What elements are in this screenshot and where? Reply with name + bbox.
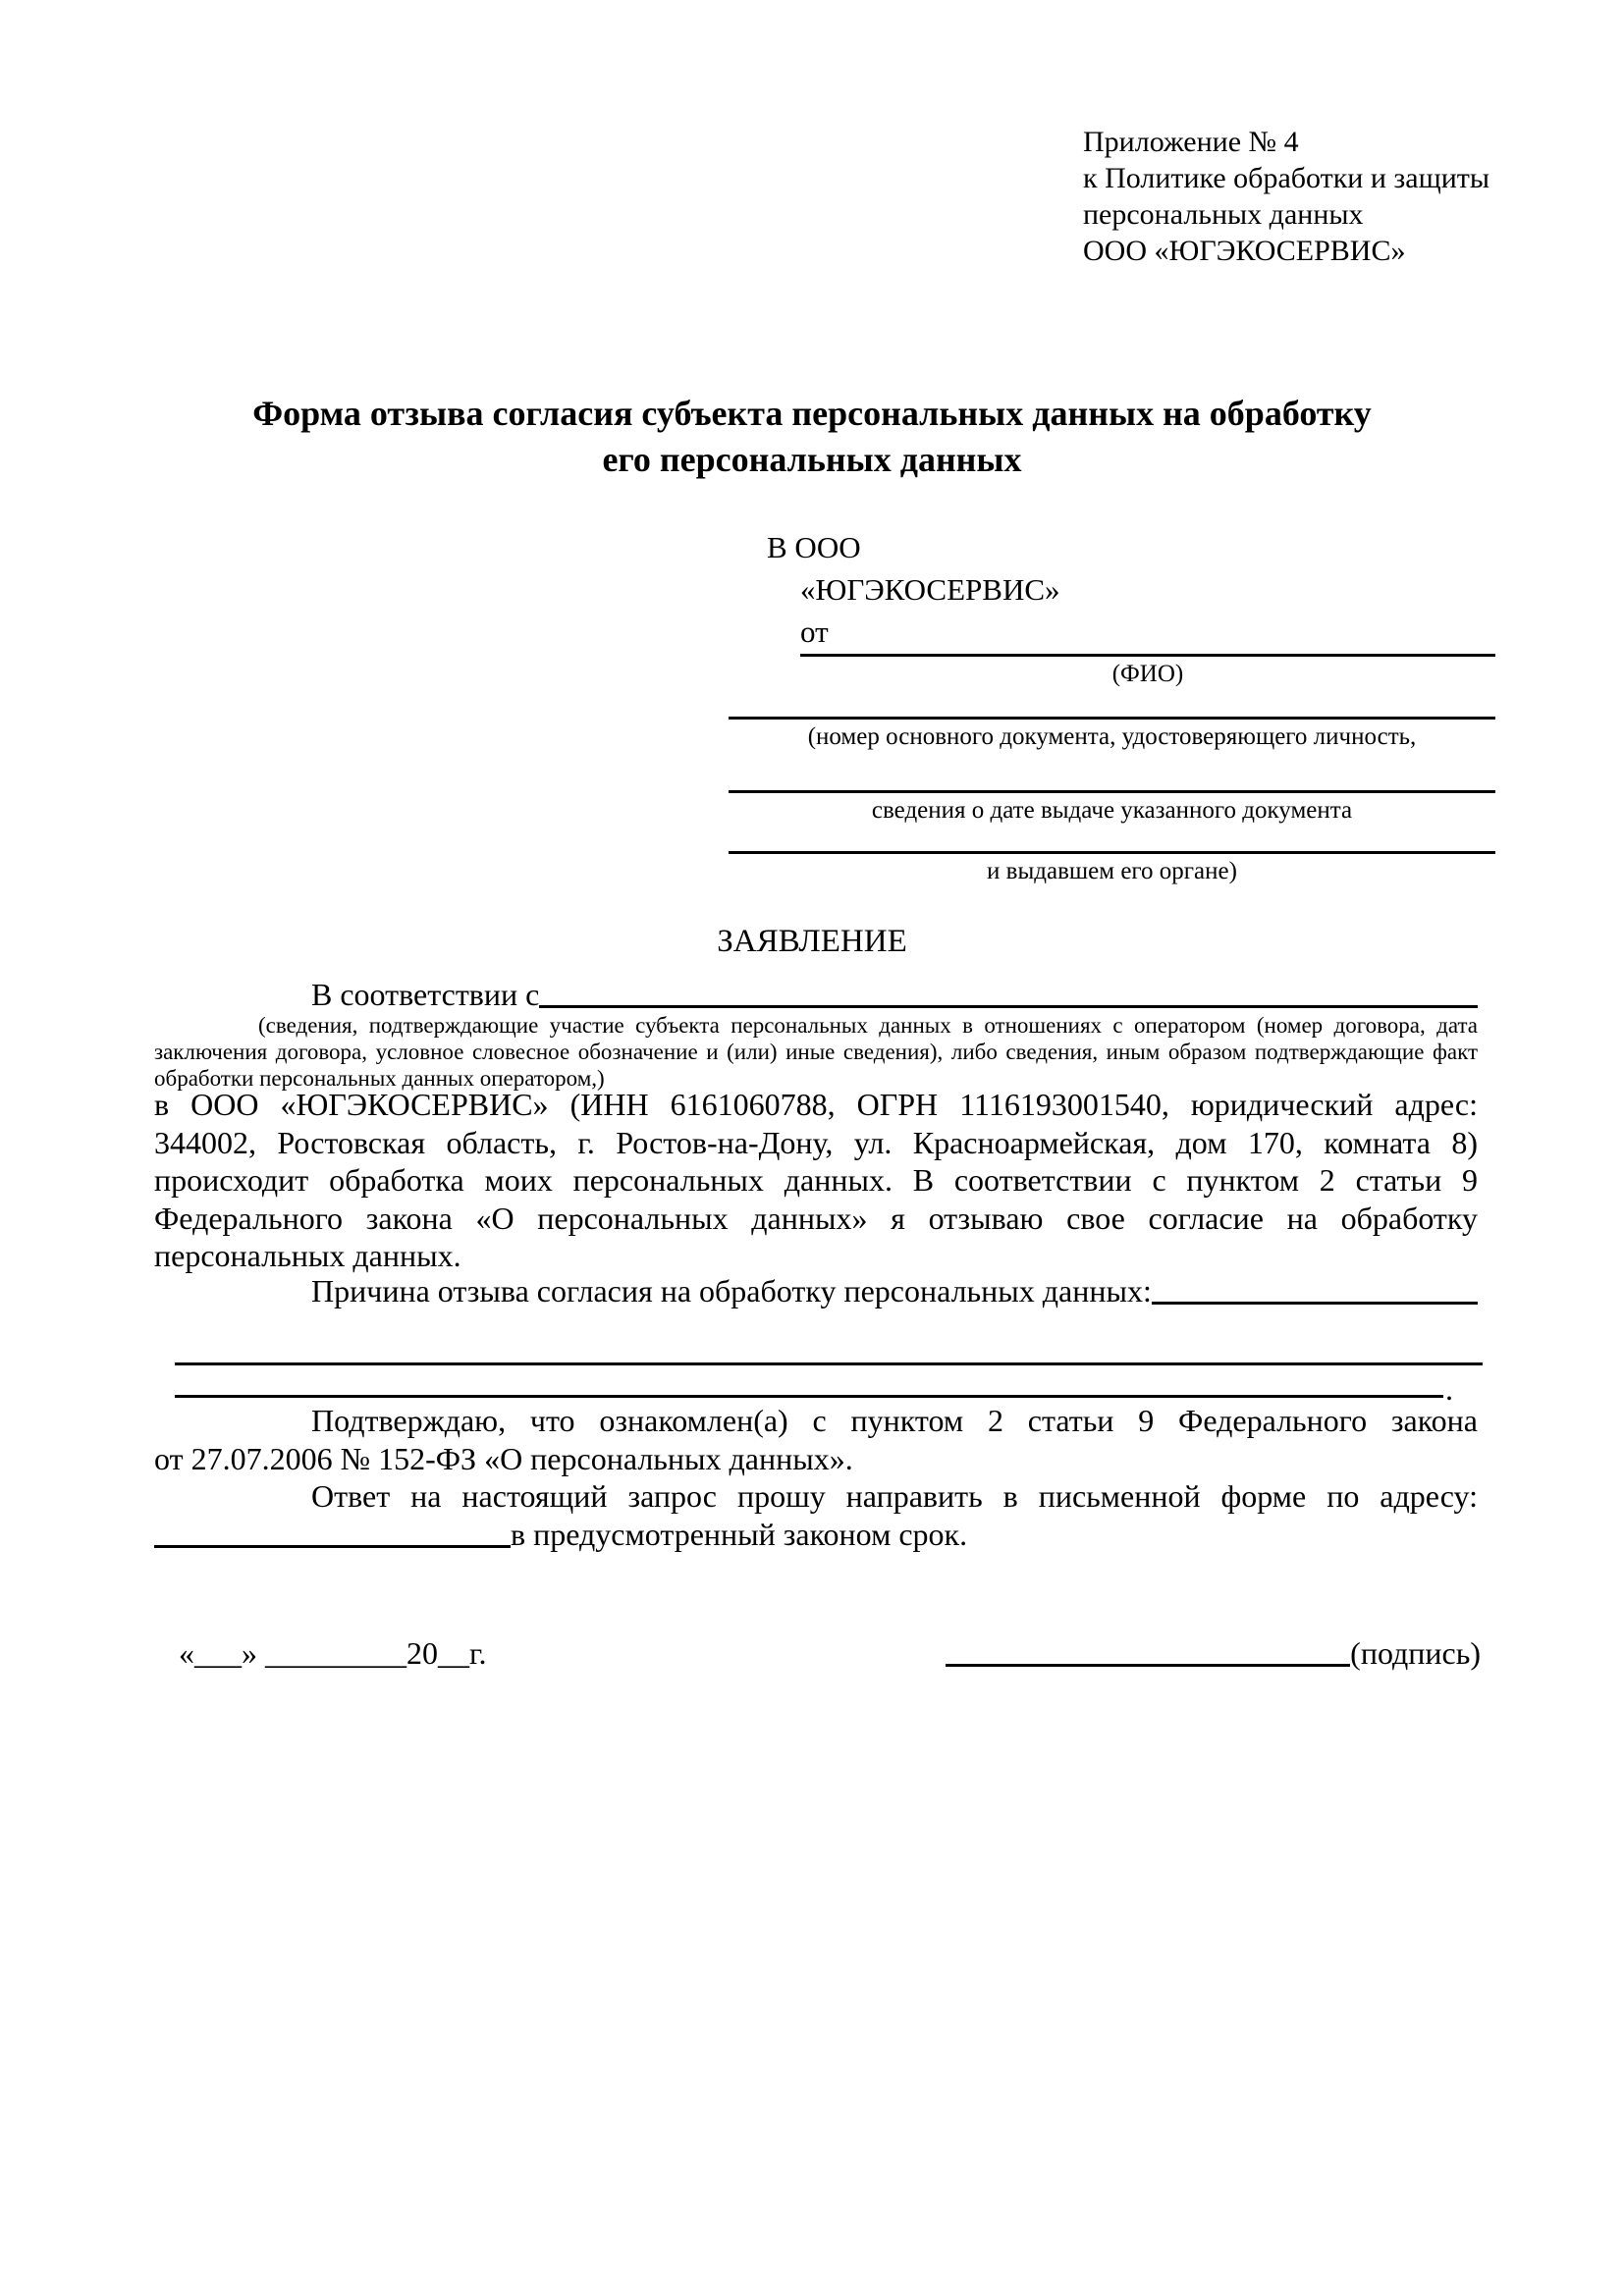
reason-end-period: . (1445, 1371, 1453, 1407)
annex-reference-block (1083, 124, 1489, 269)
addressee-to: В ООО (767, 530, 861, 564)
body-line: 344002, Ростовская область, г. Ростов-на-Дону, ул. Красноармейская, дом 170, комната 8) (154, 1124, 1478, 1160)
form-title-line: его персональных данных (602, 440, 1022, 479)
reason-blank-line-2 (175, 1362, 1483, 1365)
signature-blank-line (946, 1664, 1350, 1667)
confirmation-line: Подтверждаю, что ознакомлен(а) с пунктом 2 статьи 9 Федерального закона (311, 1403, 1478, 1438)
annex-line: ООО «ЮГЭКОСЕРВИС» (1083, 235, 1406, 267)
reply-request-tail: в предусмотренный законом срок. (511, 1516, 968, 1552)
accordance-blank-line (539, 977, 1478, 1008)
signature-caption: (подпись) (1350, 1635, 1481, 1671)
document-issuer-blank-line (729, 851, 1495, 854)
form-title-line: Форма отзыва согласия субъекта персональных данных на обработку (252, 394, 1372, 433)
confirmation-paragraph (154, 1402, 1478, 1553)
small-print-line: обработки персональных данных оператором,) (154, 1066, 605, 1091)
date-blank: «___» _________20__г. (179, 1635, 487, 1671)
confirmation-line: от 27.07.2006 № 152-ФЗ «О персональных данных». (154, 1440, 853, 1476)
form-title (150, 391, 1474, 483)
reply-address-row (154, 1516, 1478, 1554)
body-line: происходит обработка моих персональных данных. В соответствии с пунктом 2 статьи 9 (154, 1162, 1478, 1199)
document-number-blank-line (729, 717, 1495, 720)
document-number-caption: (номер основного документа, удостоверяющего личность, (807, 723, 1417, 750)
body-line: персональных данных. (154, 1238, 461, 1274)
body-line: Федерального закона «О персональных данных» я отзываю свое согласие на обработку (154, 1200, 1478, 1236)
reason-blank-line (1152, 1273, 1478, 1305)
document-issue-date-blank-line (729, 790, 1495, 793)
addressee-block (767, 526, 1060, 653)
annex-line: к Политике обработки и защиты (1083, 162, 1490, 194)
small-print-line: заключения договора, условное словесное обозначение и (или) иные сведения), либо сведения, иным образом подтверждающие факт (154, 1040, 1478, 1064)
addressee-from-label: от (800, 614, 829, 649)
reply-address-blank-line (154, 1516, 511, 1549)
reason-line (154, 1273, 1478, 1309)
body-paragraph (154, 1086, 1478, 1275)
statement-heading: ЗАЯВЛЕНИЕ (717, 924, 907, 959)
reply-request-line: Ответ на настоящий запрос прошу направить в письменной форме по адресу: (311, 1478, 1478, 1515)
fio-blank-line (800, 654, 1495, 657)
reason-prefix: Причина отзыва согласия на обработку персональных данных: (311, 1273, 1152, 1308)
document-issue-date-caption: сведения о дате выдаче указанного документа (871, 797, 1353, 824)
document-issuer-caption: и выдавшем его органе) (987, 858, 1237, 884)
reason-blank-line-3 (175, 1395, 1443, 1398)
signature-area (946, 1635, 1481, 1672)
body-line: в ООО «ЮГЭКОСЕРВИС» (ИНН 6161060788, ОГРН 1116193001540, юридический адрес: (154, 1087, 1478, 1122)
fio-caption: (ФИО) (1111, 661, 1184, 687)
date-signature-row (179, 1635, 1481, 1672)
accordance-line (154, 977, 1478, 1013)
small-print-line: (сведения, подтверждающие участие субъекта персональных данных в отношениях с оператором (номер договора, дата (258, 1013, 1478, 1038)
annex-line: персональных данных (1083, 198, 1364, 231)
accordance-prefix: В соответствии с (311, 977, 540, 1012)
annex-line: Приложение № 4 (1083, 126, 1299, 158)
small-print-note (154, 1012, 1478, 1092)
addressee-org: «ЮГЭКОСЕРВИС» (800, 572, 1060, 607)
